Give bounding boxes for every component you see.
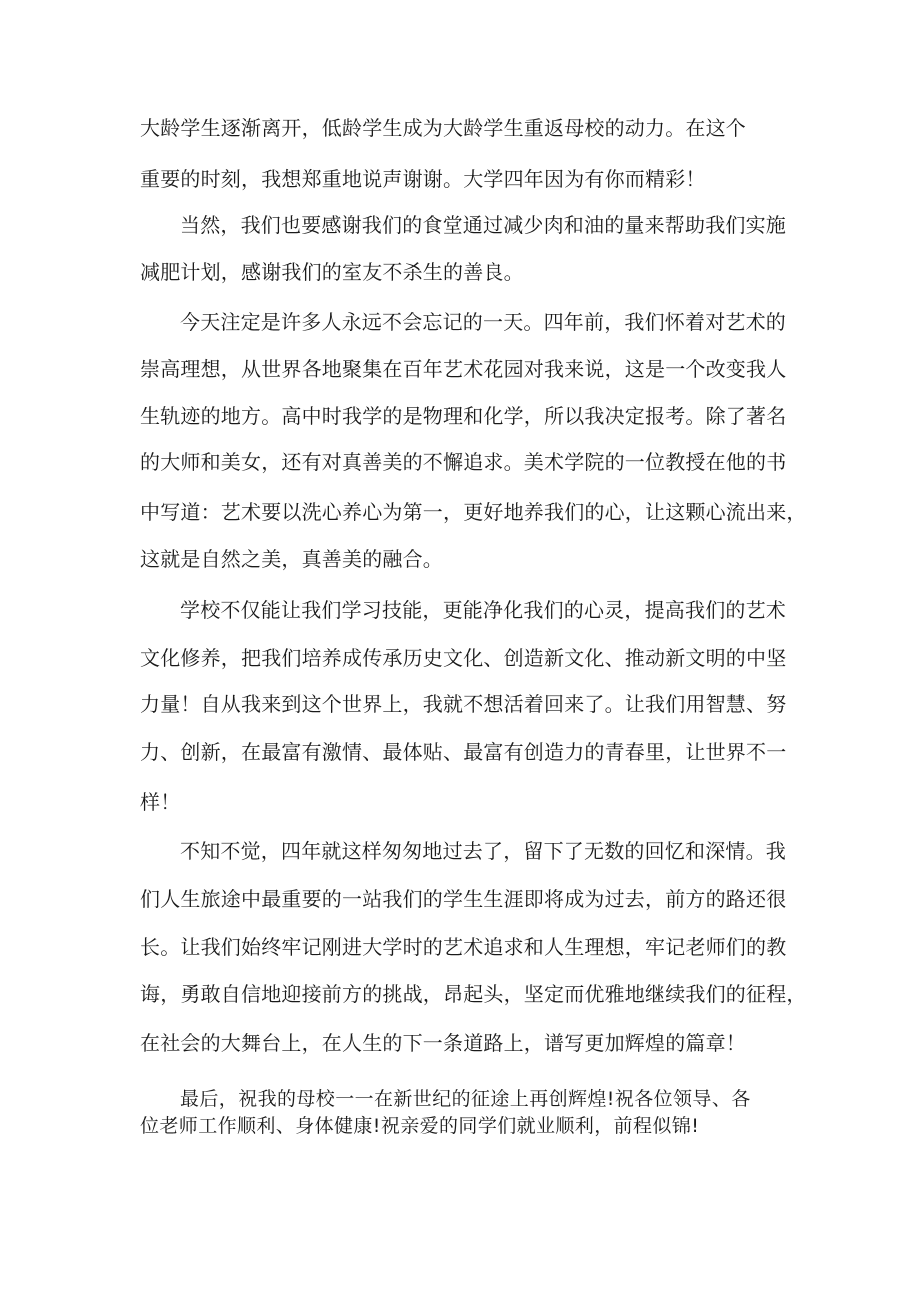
- paragraph-3-line-5: 中写道：艺术要以洗心养心为第一，更好地养我们的心，让这颗心流出来，: [140, 500, 807, 524]
- paragraph-5-line-4: 诲，勇敢自信地迎接前方的挑战，昂起头，坚定而优雅地继续我们的征程，: [140, 982, 807, 1006]
- paragraph-4-line-2: 文化修养，把我们培养成传承历史文化、创造新文化、推动新文明的中坚: [140, 646, 787, 670]
- paragraph-4-line-4: 力、创新，在最富有激情、最体贴、最富有创造力的青春里，让世界不一: [140, 740, 787, 764]
- paragraph-6-line-2: 位老师工作顺利、身体健康!祝亲爱的同学们就业顺利，前程似锦!: [140, 1115, 700, 1137]
- paragraph-3-line-3: 生轨迹的地方。高中时我学的是物理和化学，所以我决定报考。除了著名: [140, 404, 787, 428]
- paragraph-5-line-5: 在社会的大舞台上，在人生的下一条道路上，谱写更加辉煌的篇章！: [140, 1031, 746, 1055]
- paragraph-1-line-1: 大龄学生逐渐离开，低龄学生成为大龄学生重返母校的动力。在这个: [140, 116, 746, 140]
- paragraph-3-line-6: 这就是自然之美，真善美的融合。: [140, 547, 443, 571]
- paragraph-4-line-5: 样！: [140, 790, 181, 814]
- paragraph-1-line-2: 重要的时刻，我想郑重地说声谢谢。大学四年因为有你而精彩！: [140, 167, 706, 191]
- paragraph-3-line-4: 的大师和美女，还有对真善美的不懈追求。美术学院的一位教授在他的书: [140, 450, 787, 474]
- paragraph-2-line-1: 当然，我们也要感谢我们的食堂通过减少肉和油的量来帮助我们实施: [180, 213, 786, 237]
- paragraph-5-line-1: 不知不觉，四年就这样匆匆地过去了，留下了无数的回忆和深情。我: [180, 839, 786, 863]
- paragraph-3-line-1: 今天注定是许多人永远不会忘记的一天。四年前，我们怀着对艺术的: [180, 310, 786, 334]
- paragraph-4-line-3: 力量！自从我来到这个世界上，我就不想活着回来了。让我们用智慧、努: [140, 692, 787, 716]
- paragraph-6-line-1: 最后，祝我的母校一一在新世纪的征途上再创辉煌!祝各位领导、各: [180, 1088, 751, 1110]
- paragraph-3-line-2: 崇高理想，从世界各地聚集在百年艺术花园对我来说，这是一个改变我人: [140, 357, 787, 381]
- paragraph-5-line-3: 长。让我们始终牢记刚进大学时的艺术追求和人生理想，牢记老师们的教: [140, 935, 787, 959]
- paragraph-4-line-1: 学校不仅能让我们学习技能，更能净化我们的心灵，提高我们的艺术: [180, 598, 786, 622]
- paragraph-2-line-2: 减肥计划，感谢我们的室友不杀生的善良。: [140, 260, 524, 284]
- paragraph-5-line-2: 们人生旅途中最重要的一站我们的学生生涯即将成为过去，前方的路还很: [140, 887, 787, 911]
